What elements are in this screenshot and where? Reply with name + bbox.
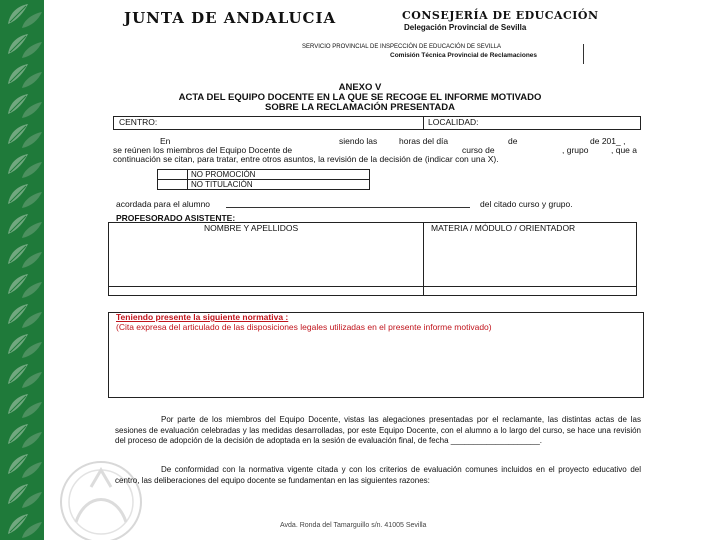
annex-label: ANEXO V (338, 82, 382, 93)
intro-horas: horas del día (399, 136, 449, 146)
intro-curso: curso de (462, 145, 495, 155)
delegacion-subtitle: Delegación Provincial de Sevilla (404, 23, 527, 32)
center-row-divider (423, 116, 424, 129)
no-titulacion-checkbox[interactable] (158, 180, 186, 188)
revision-paragraph: Por parte de los miembros del Equipo Docente, vistas las alegaciones presentadas por el reclamante, las distintas actas de las sesiones de evaluación celebradas y las medidas desarrolladas, por este Equipo Docente, con el alumno a lo largo del curso, se hace una revisión del proceso de adopción de la decisión de adoptada en la sesión de evaluación final, de fecha ____________________. (115, 415, 641, 445)
intro-en: En (160, 136, 171, 146)
intro-line-3: continuación se citan, para tratar, entre otros asuntos, la revisión de la decisión de (indicar con una X). (113, 154, 499, 164)
document-title-line-1: ACTA DEL EQUIPO DOCENTE EN LA QUE SE RECOGE EL INFORME MOTIVADO (178, 92, 542, 103)
agreed-prefix: acordada para el alumno (116, 199, 211, 209)
staff-table-divider (423, 222, 424, 295)
centro-label: CENTRO: (119, 117, 158, 127)
option-no-promocion: NO PROMOCIÓN (191, 170, 256, 179)
option-no-titulacion: NO TITULACIÓN (191, 180, 253, 189)
intro-grupo: , grupo (562, 145, 589, 155)
normativa-heading: Teniendo presente la siguiente normativa : (116, 312, 289, 322)
intro-de: de (508, 136, 518, 146)
intro-year: de 201_ , (590, 136, 626, 146)
intro-line-2: se reúnen los miembros del Equipo Docente de (113, 145, 293, 155)
consejeria-title: CONSEJERÍA DE EDUCACIÓN (402, 9, 599, 22)
intro-que: , que a (611, 145, 637, 155)
staff-table-bottom-row (108, 286, 636, 287)
org-title: JUNTA DE ANDALUCIA (124, 9, 337, 27)
service-line-2: Comisión Técnica Provincial de Reclamaciones (390, 52, 538, 59)
staff-table (108, 222, 637, 296)
center-row-box (113, 116, 641, 130)
no-promocion-checkbox[interactable] (158, 170, 186, 178)
staff-col-name: NOMBRE Y APELLIDOS (204, 223, 299, 233)
agreed-suffix: del citado curso y grupo. (480, 199, 573, 209)
student-name-field[interactable] (226, 207, 470, 208)
intro-siendo: siendo las (339, 136, 378, 146)
document-title-line-2: SOBRE LA RECLAMACIÓN PRESENTADA (264, 102, 455, 113)
leaf-pattern-icon (0, 0, 44, 540)
decision-table-row-divider (157, 179, 369, 180)
service-line-1: SERVICIO PROVINCIAL DE INSPECCIÓN DE EDUCACIÓN DE SEVILLA (302, 44, 502, 50)
staff-col-subject: MATERIA / MÓDULO / ORIENTADOR (431, 223, 576, 233)
reasons-paragraph: De conformidad con la normativa vigente citada y con los criterios de evaluación comunes incluidos en el proyecto educativo del centro, las deliberaciones del equipo docente se fundamentan en las siguientes razones: (115, 465, 641, 485)
footer-address: Avda. Ronda del Tamarguillo s/n. 41005 Sevilla (280, 522, 427, 529)
localidad-label: LOCALIDAD: (428, 117, 479, 127)
normativa-note: (Cita expresa del articulado de las disposiciones legales utilizadas en el presente informe motivado) (116, 322, 492, 332)
staff-heading: PROFESORADO ASISTENTE: (116, 213, 236, 223)
decorative-sidebar (0, 0, 44, 540)
